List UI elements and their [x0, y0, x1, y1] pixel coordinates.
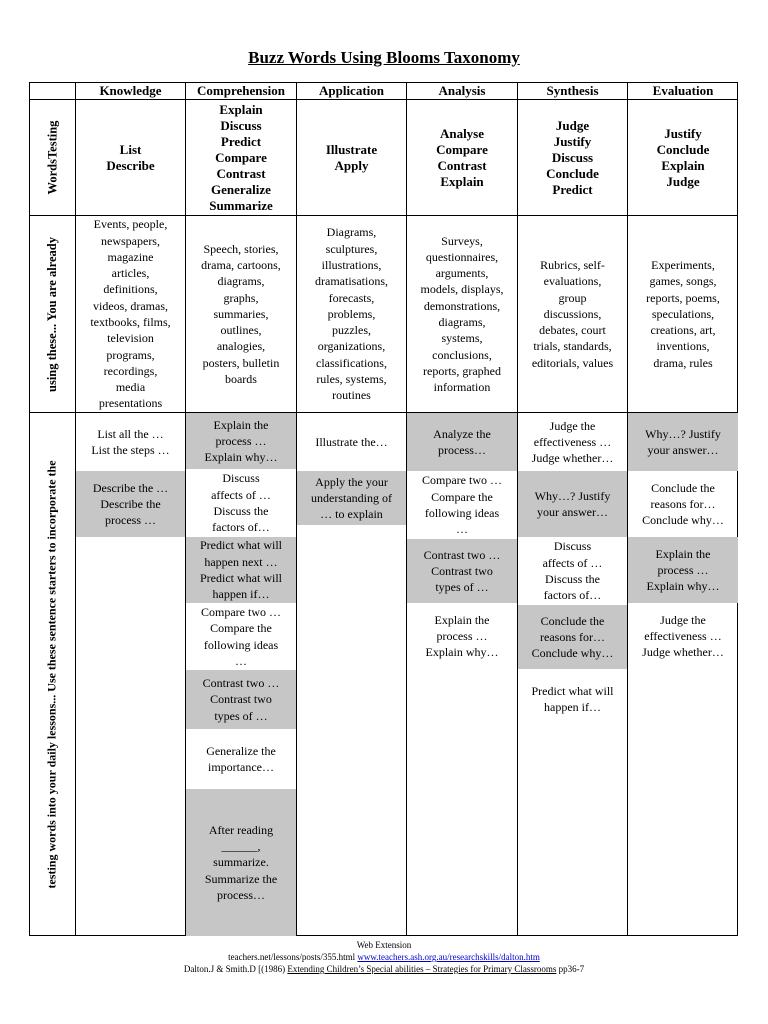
footer-links	[0, 952, 768, 963]
starter-analysis-1: Analyze the process…	[407, 413, 517, 471]
col-header-knowledge: Knowledge	[99, 82, 162, 98]
footer-citation-authors: Dalton.J & Smith.D [(1986)	[183, 964, 286, 974]
footer-citation-pages: pp36-7	[558, 964, 585, 974]
col-header-application: Application	[318, 82, 384, 98]
row-label-sentence-starters: testing words into your daily lessons... Use these sentence starters to incorporate the	[45, 460, 59, 889]
already-using-application: Diagrams, sculptures, illustrations, dramatisations, forecasts, problems, puzzles, organizations, classifications, rules, systems, routines	[315, 225, 388, 403]
starter-application-2: Apply the your understanding of … to explain	[297, 471, 406, 525]
blooms-table	[29, 82, 738, 936]
starter-synthesis-4: Conclude the reasons for… Conclude why…	[518, 605, 627, 669]
starter-comprehension-3: Predict what will happen next … Predict what will happen if…	[186, 537, 296, 603]
starter-evaluation-2: Conclude the reasons for… Conclude why…	[642, 480, 724, 528]
already-using-analysis: Surveys, questionnaires, arguments, models, displays, demonstrations, diagrams, systems, conclusions, reports, graphed information	[420, 233, 504, 395]
already-using-comprehension: Speech, stories, drama, cartoons, diagrams, graphs, summaries, outlines, analogies, posters, bulletin boards	[201, 241, 281, 387]
starter-application-1: Illustrate the…	[315, 434, 388, 449]
testing-words-synthesis: Judge Justify Discuss Conclude Predict	[546, 117, 599, 197]
footer-dalton-link[interactable]: www.teachers.ash.org.au/researchskills/dalton.htm	[357, 952, 540, 962]
starter-evaluation-1: Why…? Justify your answer…	[628, 413, 738, 471]
testing-words-evaluation: Justify Conclude Explain Judge	[656, 125, 710, 189]
row-label-testing-words: WordsTesting	[45, 120, 59, 195]
starter-comprehension-4: Compare two … Compare the following ideas …	[201, 604, 281, 668]
starter-synthesis-3: Discuss affects of … Discuss the factors of…	[542, 539, 603, 603]
starter-evaluation-4: Judge the effectiveness … Judge whether…	[642, 612, 724, 660]
starter-comprehension-2: Discuss affects of … Discuss the factors of…	[211, 471, 271, 535]
testing-words-comprehension: Explain Discuss Predict Compare Contrast Generalize Summarize	[209, 101, 273, 213]
testing-words-knowledge: List Describe	[106, 141, 155, 173]
testing-words-analysis: Analyse Compare Contrast Explain	[436, 125, 488, 189]
col-header-evaluation: Evaluation	[652, 82, 714, 98]
starter-comprehension-6: Generalize the importance…	[206, 743, 276, 774]
footer-lesson-url: teachers.net/lessons/posts/355.html	[228, 952, 356, 962]
footer-web-extension: Web Extension	[356, 940, 412, 950]
starter-synthesis-2: Why…? Justify your answer…	[518, 471, 627, 537]
starter-analysis-2: Compare two … Compare the following ideas …	[422, 473, 502, 537]
col-header-synthesis: Synthesis	[546, 82, 599, 98]
starter-analysis-3: Contrast two … Contrast two types of …	[407, 539, 517, 603]
already-using-evaluation: Experiments, games, songs, reports, poems, speculations, creations, art, inventions, drama, rules	[646, 257, 720, 370]
starter-synthesis-1: Judge the effectiveness … Judge whether…	[531, 418, 614, 466]
starter-synthesis-5: Predict what will happen if…	[531, 683, 614, 714]
starter-evaluation-3: Explain the process … Explain why…	[628, 537, 738, 603]
already-using-synthesis: Rubrics, self- evaluations, group discussions, debates, court trials, standards, editorials, values	[531, 257, 614, 370]
starter-comprehension-5: Contrast two … Contrast two types of …	[186, 670, 296, 729]
already-using-knowledge: Events, people, newspapers, magazine articles, definitions, videos, dramas, textbooks, films, television programs, recordings, media presentations	[90, 217, 171, 411]
footer-citation-book: Extending Children’s Special abilities – Strategies for Primary Classrooms	[287, 964, 557, 974]
col-header-analysis: Analysis	[438, 82, 486, 98]
starter-knowledge-2: Describe the … Describe the process …	[76, 471, 185, 537]
row-label-already-using: using these... You are already	[45, 236, 59, 392]
starter-analysis-4: Explain the process … Explain why…	[425, 612, 499, 660]
starter-comprehension-1: Explain the process … Explain why…	[186, 413, 296, 469]
footer-citation	[0, 964, 768, 975]
testing-words-application: Illustrate Apply	[325, 141, 378, 173]
starter-comprehension-7: After reading ______, summarize. Summarize the process…	[186, 789, 296, 936]
starter-knowledge-1: List all the … List the steps …	[91, 426, 170, 457]
col-header-comprehension: Comprehension	[197, 82, 285, 98]
page-title: Buzz Words Using Blooms Taxonomy	[248, 48, 520, 67]
